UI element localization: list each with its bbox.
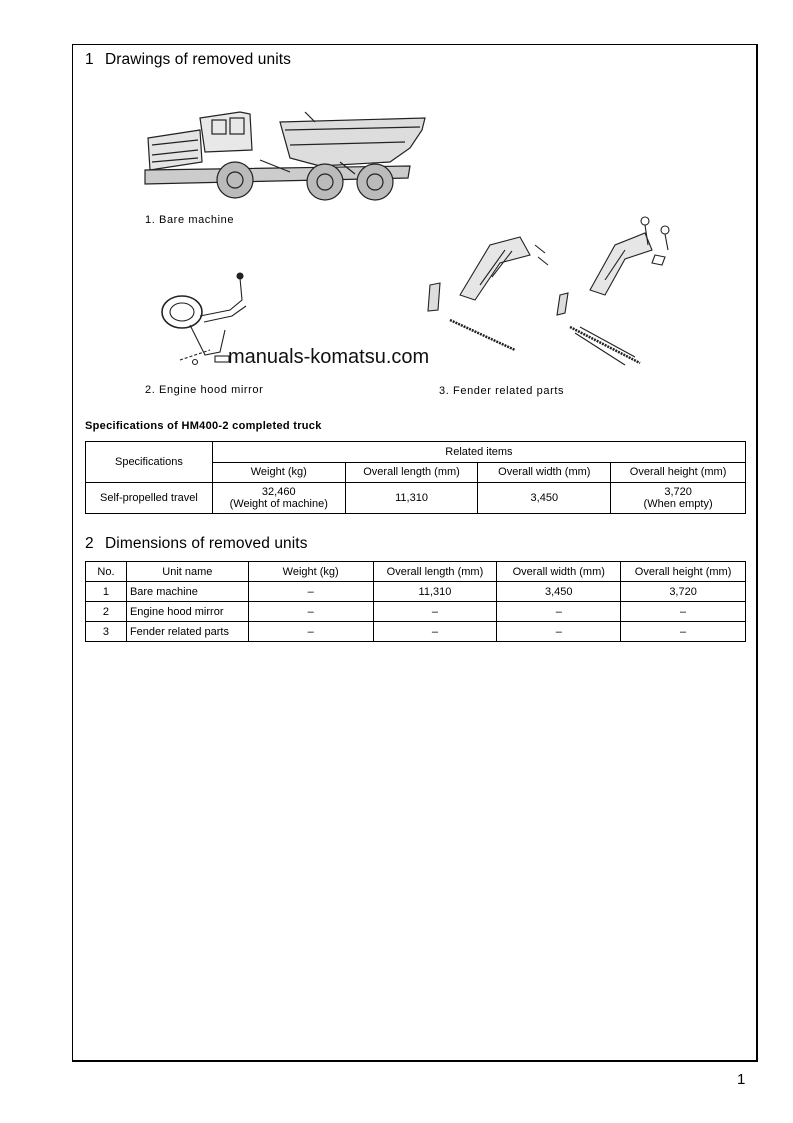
figure-3-caption: 3. Fender related parts: [439, 385, 565, 397]
table-row: [86, 622, 746, 642]
spec-table-title: Specifications of HM400-2 completed truck: [85, 420, 322, 432]
dims-header-height: Overall height (mm): [621, 562, 746, 582]
table-row: [86, 602, 746, 622]
spec-height-note: (When empty): [643, 498, 713, 510]
row-weight: –: [248, 582, 373, 602]
row-weight: –: [248, 602, 373, 622]
section-1-heading: [85, 51, 291, 69]
row-name: Engine hood mirror: [126, 602, 248, 622]
row-height: –: [621, 602, 746, 622]
dims-header-name: Unit name: [126, 562, 248, 582]
bare-machine-drawing: [140, 100, 430, 210]
spec-header-specifications: Specifications: [86, 442, 213, 483]
dims-header-no: No.: [86, 562, 127, 582]
spec-height-value: 3,720: [664, 486, 692, 498]
spec-col-width: Overall width (mm): [478, 462, 611, 483]
spec-cell-width: 3,450: [478, 483, 611, 514]
spec-row-label: Self-propelled travel: [86, 483, 213, 514]
spec-cell-height: [611, 483, 746, 514]
figure-2-caption: 2. Engine hood mirror: [145, 384, 264, 396]
dims-header-weight: Weight (kg): [248, 562, 373, 582]
dims-header-width: Overall width (mm): [497, 562, 621, 582]
spec-col-weight: Weight (kg): [212, 462, 345, 483]
row-length: –: [373, 602, 497, 622]
spec-col-height: Overall height (mm): [611, 462, 746, 483]
section-1-title: Drawings of removed units: [105, 51, 291, 68]
row-name: Bare machine: [126, 582, 248, 602]
spec-header-related: Related items: [212, 442, 745, 463]
page-number: 1: [737, 1071, 746, 1088]
section-2-number: 2: [85, 535, 94, 552]
dims-table: [85, 561, 746, 642]
figure-1-caption: 1. Bare machine: [145, 214, 235, 226]
row-name: Fender related parts: [126, 622, 248, 642]
spec-weight-value: 32,460: [261, 486, 296, 498]
row-height: 3,720: [621, 582, 746, 602]
spec-cell-length: 11,310: [345, 483, 478, 514]
spec-cell-weight: [212, 483, 345, 514]
row-no: 2: [86, 602, 127, 622]
section-2-title: Dimensions of removed units: [105, 535, 308, 552]
section-1-number: 1: [85, 51, 94, 68]
dims-header-row: [86, 562, 746, 582]
row-width: –: [497, 602, 621, 622]
watermark-text: manuals-komatsu.com: [228, 346, 430, 368]
row-no: 1: [86, 582, 127, 602]
row-height: –: [621, 622, 746, 642]
row-no: 3: [86, 622, 127, 642]
fender-related-parts-drawing: [420, 215, 680, 370]
row-length: 11,310: [373, 582, 497, 602]
row-width: 3,450: [497, 582, 621, 602]
row-width: –: [497, 622, 621, 642]
table-row: [86, 582, 746, 602]
spec-weight-note: (Weight of machine): [229, 498, 328, 510]
spec-col-length: Overall length (mm): [345, 462, 478, 483]
spec-table: [85, 441, 746, 514]
row-weight: –: [248, 622, 373, 642]
dims-header-length: Overall length (mm): [373, 562, 497, 582]
section-2-heading: [85, 535, 308, 553]
row-length: –: [373, 622, 497, 642]
